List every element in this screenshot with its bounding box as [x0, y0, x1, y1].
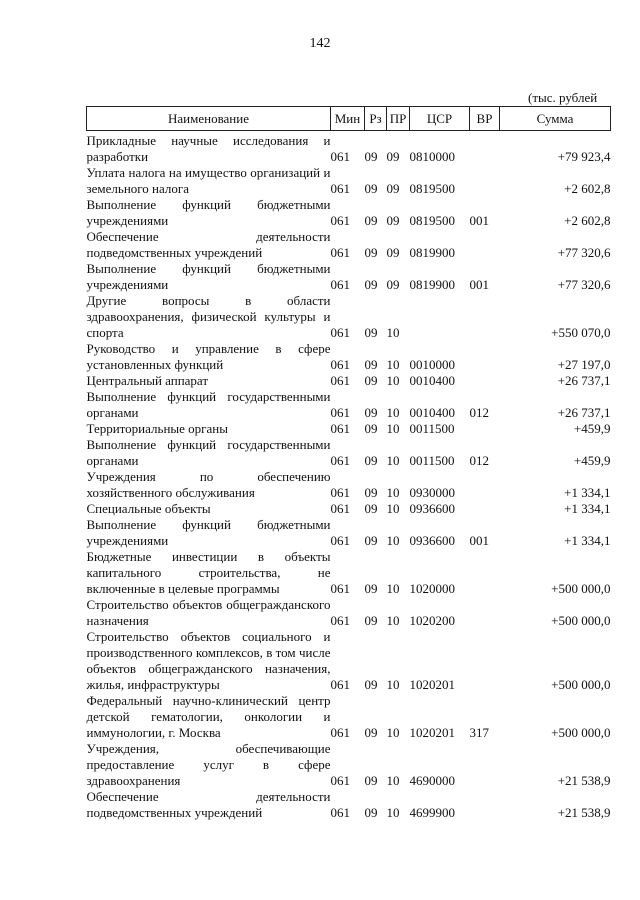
row-rz: 09	[364, 533, 378, 548]
row-pr: 10	[386, 325, 400, 340]
row-min: 061	[330, 725, 350, 740]
row-pr: 09	[386, 181, 400, 196]
row-csr	[410, 293, 470, 341]
row-sum: +26 737,1	[557, 373, 611, 388]
row-pr: 10	[386, 421, 400, 436]
row-vr	[470, 373, 500, 389]
row-pr: 10	[386, 453, 400, 468]
table-row	[87, 133, 611, 165]
row-name: Строительство объектов общегражданского назначения	[86, 597, 331, 628]
row-min: 061	[330, 357, 350, 372]
row-min: 061	[330, 277, 350, 292]
row-name: Уплата налога на имущество организаций и земельного налога	[86, 165, 331, 196]
row-pr: 09	[386, 149, 400, 164]
row-rz: 09	[364, 725, 378, 740]
table-row	[87, 469, 611, 501]
row-min: 061	[330, 613, 350, 628]
row-min: 061	[330, 325, 350, 340]
table-row	[87, 789, 611, 821]
row-pr: 10	[386, 485, 400, 500]
row-name: Выполнение функций государственными органами	[86, 389, 331, 420]
row-name: Учреждения по обеспечению хозяйственного обслуживания	[86, 469, 331, 500]
row-sum: +500 000,0	[551, 613, 611, 628]
row-sum: +459,9	[573, 421, 611, 436]
row-sum: +500 000,0	[551, 725, 611, 740]
row-min: 061	[330, 421, 350, 436]
row-rz: 09	[364, 325, 378, 340]
row-csr: 0930000	[409, 485, 455, 500]
table-row	[87, 629, 611, 693]
row-vr	[470, 629, 500, 693]
row-name: Центральный аппарат	[86, 373, 209, 388]
row-vr: 001	[469, 213, 489, 228]
header-csr: ЦСР	[410, 107, 470, 131]
row-min: 061	[330, 149, 350, 164]
row-vr	[470, 341, 500, 373]
row-min: 061	[330, 181, 350, 196]
row-min: 061	[330, 677, 350, 692]
header-sum: Сумма	[500, 107, 611, 131]
row-vr: 317	[469, 725, 489, 740]
row-name: Выполнение функций бюджетными учреждениями	[86, 261, 331, 292]
row-sum: +459,9	[573, 453, 611, 468]
row-pr: 10	[386, 581, 400, 596]
row-name: Строительство объектов социального и производственного комплексов, в том числе объектов общегражданского назначения, жилья, инфраструктуры	[86, 629, 331, 692]
row-csr: 0011500	[409, 453, 455, 468]
row-min: 061	[330, 373, 350, 388]
row-name: Бюджетные инвестиции в объекты капитального строительства, не включенные в целевые программы	[86, 549, 331, 596]
row-name: Выполнение функций бюджетными учреждениями	[86, 197, 331, 228]
row-min: 061	[330, 501, 350, 516]
row-vr: 001	[469, 533, 489, 548]
row-csr: 4699900	[409, 805, 455, 820]
row-vr: 012	[469, 405, 489, 420]
row-csr: 0819900	[409, 277, 455, 292]
row-csr: 1020000	[409, 581, 455, 596]
row-pr: 10	[386, 773, 400, 788]
row-pr: 10	[386, 677, 400, 692]
row-name: Выполнение функций бюджетными учреждениями	[86, 517, 331, 548]
row-name: Выполнение функций государственными органами	[86, 437, 331, 468]
row-vr	[470, 133, 500, 165]
row-min: 061	[330, 533, 350, 548]
row-vr	[470, 421, 500, 437]
table-row	[87, 261, 611, 293]
table-row	[87, 165, 611, 197]
row-rz: 09	[364, 277, 378, 292]
row-pr: 09	[386, 213, 400, 228]
table-row	[87, 229, 611, 261]
row-csr: 0011500	[409, 421, 455, 436]
row-name: Территориальные органы	[86, 421, 228, 436]
table-row	[87, 389, 611, 421]
row-rz: 09	[364, 773, 378, 788]
row-min: 061	[330, 453, 350, 468]
row-rz: 09	[364, 373, 378, 388]
row-csr: 0010400	[409, 373, 455, 388]
header-min: Мин	[331, 107, 365, 131]
row-vr	[470, 789, 500, 821]
row-vr	[470, 469, 500, 501]
row-vr	[470, 501, 500, 517]
row-rz: 09	[364, 485, 378, 500]
row-pr: 10	[386, 533, 400, 548]
row-csr: 1020201	[409, 725, 455, 740]
row-name: Специальные объекты	[86, 501, 211, 516]
row-sum: +77 320,6	[557, 277, 611, 292]
row-csr: 0819500	[409, 181, 455, 196]
row-pr: 10	[386, 613, 400, 628]
row-rz: 09	[364, 149, 378, 164]
row-rz: 09	[364, 181, 378, 196]
table-row	[87, 501, 611, 517]
header-name: Наименование	[87, 107, 331, 131]
row-pr: 10	[386, 725, 400, 740]
row-pr: 10	[386, 805, 400, 820]
row-pr: 09	[386, 277, 400, 292]
header-rz: Рз	[365, 107, 387, 131]
row-min: 061	[330, 773, 350, 788]
row-sum: +26 737,1	[557, 405, 611, 420]
row-vr	[470, 597, 500, 629]
row-sum: +1 334,1	[564, 533, 611, 548]
row-rz: 09	[364, 501, 378, 516]
row-vr: 012	[469, 453, 489, 468]
table-row	[87, 197, 611, 229]
row-sum: +27 197,0	[557, 357, 611, 372]
row-name: Обеспечение деятельности подведомственных учреждений	[86, 229, 331, 260]
table-row	[87, 437, 611, 469]
table-row	[87, 341, 611, 373]
row-name: Другие вопросы в области здравоохранения, физической культуры и спорта	[86, 293, 331, 340]
row-rz: 09	[364, 581, 378, 596]
row-csr: 4690000	[409, 773, 455, 788]
header-pr: ПР	[387, 107, 410, 131]
row-pr: 10	[386, 373, 400, 388]
row-min: 061	[330, 405, 350, 420]
row-min: 061	[330, 581, 350, 596]
units-note: (тыс. рублей	[528, 90, 598, 105]
row-sum: +1 334,1	[564, 485, 611, 500]
row-sum: +550 070,0	[551, 325, 611, 340]
row-csr: 0010400	[409, 405, 455, 420]
table-header-row	[87, 107, 611, 131]
row-sum: +21 538,9	[557, 805, 611, 820]
row-rz: 09	[364, 805, 378, 820]
row-name: Руководство и управление в сфере установленных функций	[86, 341, 331, 372]
row-pr: 10	[386, 405, 400, 420]
page-number: 142	[309, 36, 331, 51]
row-rz: 09	[364, 613, 378, 628]
row-name: Обеспечение деятельности подведомственных учреждений	[86, 789, 331, 820]
row-rz: 09	[364, 453, 378, 468]
table-row	[87, 693, 611, 741]
row-csr: 0936600	[409, 501, 455, 516]
budget-table	[86, 106, 611, 821]
row-min: 061	[330, 485, 350, 500]
row-name: Федеральный научно-клинический центр детской гематологии, онкологии и иммунологии, г. Москва	[86, 693, 331, 740]
row-csr: 0810000	[409, 149, 455, 164]
row-sum: +77 320,6	[557, 245, 611, 260]
row-rz: 09	[364, 213, 378, 228]
row-sum: +2 602,8	[564, 181, 611, 196]
row-sum: +2 602,8	[564, 213, 611, 228]
row-rz: 09	[364, 357, 378, 372]
row-name: Учреждения, обеспечивающие предоставление услуг в сфере здравоохранения	[86, 741, 331, 788]
row-rz: 09	[364, 245, 378, 260]
row-min: 061	[330, 805, 350, 820]
row-vr: 001	[469, 277, 489, 292]
table-row	[87, 549, 611, 597]
row-sum: +500 000,0	[551, 677, 611, 692]
row-csr: 0819500	[409, 213, 455, 228]
row-vr	[470, 549, 500, 597]
table-row	[87, 293, 611, 341]
header-vr: ВР	[470, 107, 500, 131]
table-row	[87, 741, 611, 789]
row-name: Прикладные научные исследования и разработки	[86, 133, 331, 164]
row-csr: 0936600	[409, 533, 455, 548]
row-sum: +79 923,4	[557, 149, 611, 164]
row-sum: +21 538,9	[557, 773, 611, 788]
table-row	[87, 421, 611, 437]
row-sum: +1 334,1	[564, 501, 611, 516]
row-csr: 0010000	[409, 357, 455, 372]
row-vr	[470, 229, 500, 261]
row-rz: 09	[364, 421, 378, 436]
row-sum: +500 000,0	[551, 581, 611, 596]
row-rz: 09	[364, 405, 378, 420]
table-row	[87, 597, 611, 629]
row-vr	[470, 741, 500, 789]
row-min: 061	[330, 213, 350, 228]
table-row	[87, 373, 611, 389]
table-row	[87, 517, 611, 549]
row-rz: 09	[364, 677, 378, 692]
row-vr	[470, 293, 500, 341]
row-csr: 1020200	[409, 613, 455, 628]
row-pr: 09	[386, 245, 400, 260]
row-pr: 10	[386, 357, 400, 372]
row-csr: 1020201	[409, 677, 455, 692]
row-min: 061	[330, 245, 350, 260]
table-body	[87, 131, 611, 822]
row-vr	[470, 165, 500, 197]
row-pr: 10	[386, 501, 400, 516]
row-csr: 0819900	[409, 245, 455, 260]
